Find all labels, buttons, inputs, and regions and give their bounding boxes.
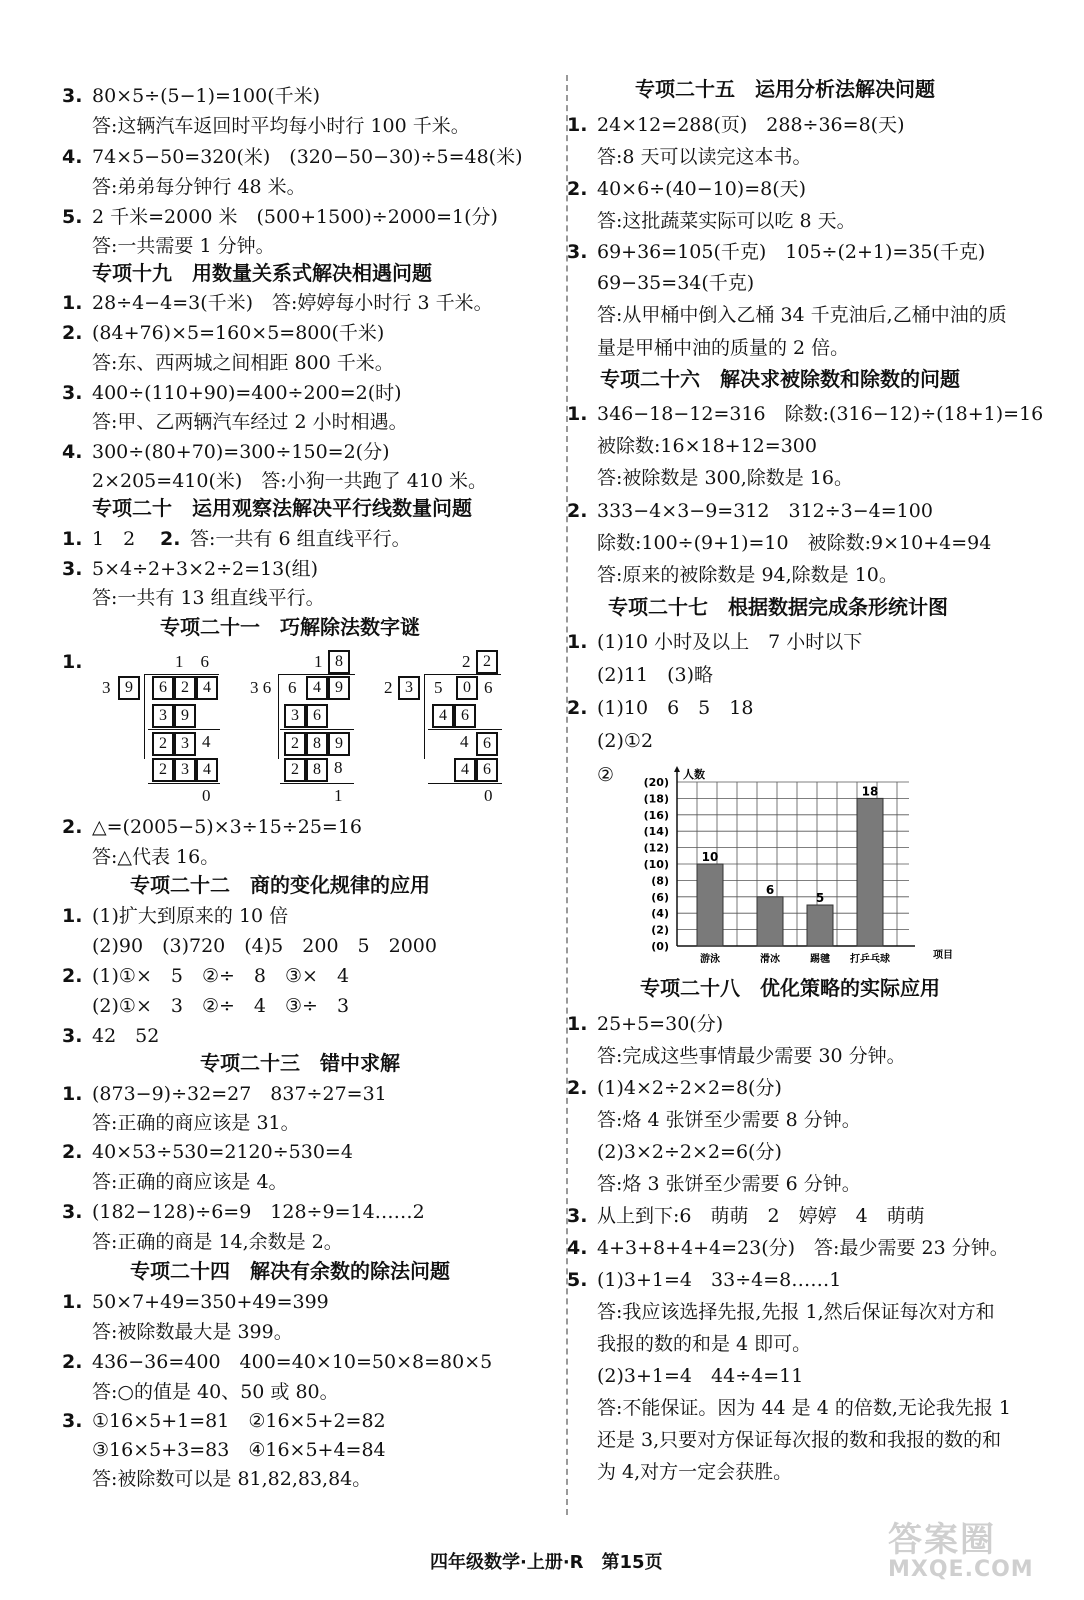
answer-line: 25+5=30(分) — [597, 1013, 724, 1035]
item-number: 3. — [62, 85, 83, 107]
quotient: 1 — [314, 652, 323, 671]
answer-line: 答:8 天可以读完这本书。 — [597, 146, 812, 168]
answer-line: (1)10 6 5 18 — [597, 697, 754, 719]
digit: 6 — [288, 678, 297, 697]
answer-line: 答:一共需要 1 分钟。 — [92, 235, 275, 257]
answer-line: 80×5÷(5−1)=100(千米) — [92, 85, 321, 107]
bar — [857, 798, 883, 946]
bar-value-label: 10 — [701, 850, 719, 864]
division-puzzle-1 — [100, 650, 230, 805]
digit-box: 2 — [152, 758, 174, 782]
item-number: 2. — [62, 1141, 83, 1163]
answer-line: 答:一共有 6 组直线平行。 — [190, 528, 411, 550]
digit-box: 9 — [118, 676, 140, 700]
item-number: 3. — [62, 382, 83, 404]
answer-line: ② — [597, 764, 615, 786]
quotient: 1 6 — [175, 652, 209, 671]
item-number: 1. — [62, 292, 83, 314]
answer-line: 被除数:16×18+12=300 — [597, 435, 817, 457]
answer-line: 答:正确的商应该是 4。 — [92, 1171, 288, 1193]
digit: 8 — [334, 758, 343, 777]
item-number: 1. — [567, 403, 588, 425]
answer-line: 答:被除数最大是 399。 — [92, 1321, 293, 1343]
answer-line: 69+36=105(千克) 105÷(2+1)=35(千克) — [597, 241, 986, 263]
answer-line: 40×53÷530=2120÷530=4 — [92, 1141, 353, 1163]
answer-line: (2)90 (3)720 (4)5 200 5 2000 — [92, 935, 437, 957]
answer-line: (2)①2 — [597, 730, 654, 752]
answer-line: 答:一共有 13 组直线平行。 — [92, 587, 325, 609]
item-number: 3. — [62, 1410, 83, 1432]
section-heading: 专项十九 用数量关系式解决相遇问题 — [92, 261, 432, 285]
answer-line: 答:不能保证。因为 44 是 4 的倍数,无论我先报 1 — [597, 1397, 1011, 1419]
section-heading: 专项二十二 商的变化规律的应用 — [130, 873, 430, 897]
answer-line: 28÷4−4=3(千米) 答:婷婷每小时行 3 千米。 — [92, 292, 493, 314]
item-number: 1. — [62, 651, 83, 673]
subtraction-line — [280, 729, 354, 730]
answer-line: 50×7+49=350+49=399 — [92, 1291, 329, 1313]
section-heading: 专项二十四 解决有余数的除法问题 — [130, 1259, 450, 1283]
answer-line: 答:东、西两城之间相距 800 千米。 — [92, 352, 394, 374]
divisor-digit: 3 6 — [250, 678, 272, 697]
item-number: 2. — [160, 528, 181, 550]
digit-box: 2 — [174, 676, 196, 700]
item-number: 2. — [62, 1351, 83, 1373]
y-axis-arrow — [674, 766, 680, 772]
divisor-digit: 2 — [384, 678, 393, 697]
y-tick-label: (2) — [651, 923, 669, 937]
digit-box: 3 — [174, 758, 196, 782]
bar-value-label: 5 — [815, 891, 825, 905]
answer-line: ③16×5+3=83 ④16×5+4=84 — [92, 1439, 386, 1461]
item-number: 1. — [62, 1291, 83, 1313]
digit-box: 4 — [196, 758, 218, 782]
quotient: 2 — [462, 652, 471, 671]
digit-box: 3 — [174, 732, 196, 756]
answer-line: 答:甲、乙两辆汽车经过 2 小时相遇。 — [92, 411, 408, 433]
digit-box: 4 — [306, 676, 328, 700]
answer-line: 2 千米=2000 米 (500+1500)÷2000=1(分) — [92, 206, 498, 228]
answer-line: 答:烙 4 张饼至少需要 8 分钟。 — [597, 1109, 861, 1131]
answer-line: 答:正确的商是 14,余数是 2。 — [92, 1231, 343, 1253]
x-axis-label: 项目 — [933, 950, 953, 961]
digit-box: 3 — [284, 704, 306, 728]
digit-box: 2 — [284, 758, 306, 782]
item-number: 4. — [62, 146, 83, 168]
answer-line: 400÷(110+90)=400÷200=2(时) — [92, 382, 402, 404]
section-heading: 专项二十五 运用分析法解决问题 — [635, 77, 935, 101]
answer-line: 4+3+8+4+4=23(分) 答:最少需要 23 分钟。 — [597, 1237, 1009, 1259]
item-number: 1. — [62, 528, 83, 550]
answer-line: 答:○的值是 40、50 或 80。 — [92, 1381, 339, 1403]
watermark-text: 答案圈 — [888, 1520, 996, 1560]
answer-line: 为 4,对方一定会获胜。 — [597, 1461, 793, 1483]
answer-line: 除数:100÷(9+1)=10 被除数:9×10+4=94 — [597, 532, 992, 554]
answer-line: 答:从甲桶中倒入乙桶 34 千克油后,乙桶中油的质 — [597, 304, 1007, 326]
item-number: 3. — [62, 1201, 83, 1223]
item-number: 1. — [62, 1083, 83, 1105]
answer-line: 42 52 — [92, 1025, 160, 1047]
answer-line: 24×12=288(页) 288÷36=8(天) — [597, 114, 905, 136]
digit-box: 6 — [476, 732, 498, 756]
y-tick-label: (0) — [651, 940, 669, 953]
answer-line: 5×4÷2+3×2÷2=13(组) — [92, 558, 319, 580]
section-heading: 专项二十 运用观察法解决平行线数量问题 — [92, 496, 472, 520]
answer-line: (873−9)÷32=27 837÷27=31 — [92, 1083, 387, 1105]
answer-line: 答:完成这些事情最少需要 30 分钟。 — [597, 1045, 906, 1067]
digit: 4 — [202, 732, 211, 751]
item-number: 1. — [567, 1013, 588, 1035]
item-number: 4. — [62, 441, 83, 463]
answer-line: 答:这辆汽车返回时平均每小时行 100 千米。 — [92, 115, 470, 137]
answer-line: (2)3×2÷2×2=6(分) — [597, 1141, 782, 1163]
digit-box: 6 — [152, 676, 174, 700]
y-tick-label: (4) — [651, 907, 669, 921]
item-number: 2. — [62, 965, 83, 987]
answer-line: 2×205=410(米) 答:小狗一共跑了 410 米。 — [92, 470, 488, 492]
answer-line: 436−36=400 400=40×10=50×8=80×5 — [92, 1351, 493, 1373]
digit-box: 2 — [476, 650, 498, 674]
digit-box: 6 — [476, 758, 498, 782]
item-number: 2. — [567, 178, 588, 200]
answer-line: (1)①× 5 ②÷ 8 ③× 4 — [92, 965, 350, 987]
answer-line: 333−4×3−9=312 312÷3−4=100 — [597, 500, 933, 522]
bar-chart — [615, 758, 975, 968]
digit-box: 8 — [306, 732, 328, 756]
bar-value-label: 18 — [861, 784, 879, 799]
item-number: 3. — [567, 241, 588, 263]
answer-line: (1)3+1=4 33÷4=8……1 — [597, 1269, 842, 1291]
bar-value-label: 6 — [765, 882, 775, 897]
x-tick-label: 游泳 — [700, 954, 720, 965]
answer-line: (2)3+1=4 44÷4=11 — [597, 1365, 804, 1387]
item-number: 2. — [567, 1077, 588, 1099]
answer-line: 从上到下:6 萌萌 2 婷婷 4 萌萌 — [597, 1205, 925, 1227]
digit-box: 8 — [306, 758, 328, 782]
watermark-logo — [888, 1512, 1034, 1582]
remainder: 0 — [202, 786, 211, 805]
digit-box: 4 — [454, 758, 476, 782]
digit-box: 9 — [174, 704, 196, 728]
answer-line: 还是 3,只要对方保证每次报的数和我报的数的和 — [597, 1429, 1002, 1451]
remainder: 0 — [484, 786, 493, 805]
section-heading: 专项二十八 优化策略的实际应用 — [640, 976, 940, 1000]
divisor-digit: 3 — [102, 678, 111, 697]
answer-line: 答:△代表 16。 — [92, 846, 220, 868]
answer-line: 74×5−50=320(米) (320−50−30)÷5=48(米) — [92, 146, 523, 168]
y-axis-label: 人数 — [683, 768, 705, 781]
digit-box: 0 — [456, 676, 478, 700]
remainder: 1 — [334, 786, 343, 805]
answer-line: (182−128)÷6=9 128÷9=14……2 — [92, 1201, 425, 1223]
answer-line: (2)①× 3 ②÷ 4 ③÷ 3 — [92, 995, 350, 1017]
section-heading: 专项二十六 解决求被除数和除数的问题 — [600, 367, 960, 391]
y-tick-label: (6) — [651, 890, 669, 904]
section-heading: 专项二十一 巧解除法数字谜 — [160, 615, 420, 639]
answer-line: 答:原来的被除数是 94,除数是 10。 — [597, 564, 898, 586]
y-tick-label: (14) — [643, 825, 669, 839]
digit-box: 3 — [152, 704, 174, 728]
answer-line: 答:我应该选择先报,先报 1,然后保证每次对方和 — [597, 1301, 995, 1323]
answer-line: 我报的数的和是 4 即可。 — [597, 1333, 812, 1355]
subtraction-line — [280, 783, 354, 784]
x-tick-label: 踢毽 — [810, 954, 830, 965]
item-number: 2. — [567, 697, 588, 719]
answer-line: 答:这批蔬菜实际可以吃 8 天。 — [597, 210, 856, 232]
digit-box: 9 — [328, 676, 350, 700]
y-tick-label: (16) — [643, 808, 669, 822]
item-number: 2. — [62, 816, 83, 838]
answer-line: (1)扩大到原来的 10 倍 — [92, 905, 289, 927]
digit-box: 4 — [432, 704, 454, 728]
digit: 5 — [434, 678, 443, 697]
answer-line: 69−35=34(千克) — [597, 272, 755, 294]
item-number: 5. — [567, 1269, 588, 1291]
item-number: 2. — [567, 500, 588, 522]
answer-line: 300÷(80+70)=300÷150=2(分) — [92, 441, 390, 463]
answer-line: 答:弟弟每分钟行 48 米。 — [92, 176, 306, 198]
answer-line: △=(2005−5)×3÷15÷25=16 — [92, 816, 363, 838]
bar — [807, 905, 833, 946]
answer-line: 量是甲桶中油的质量的 2 倍。 — [597, 337, 850, 359]
x-tick-label: 打乒乓球 — [850, 954, 890, 965]
digit-box: 3 — [398, 676, 420, 700]
bar — [697, 864, 723, 946]
item-number: 1. — [567, 631, 588, 653]
item-number: 4. — [567, 1237, 588, 1259]
answer-line: 答:烙 3 张饼至少需要 6 分钟。 — [597, 1173, 861, 1195]
item-number: 1. — [62, 905, 83, 927]
y-tick-label: (20) — [643, 776, 669, 789]
section-heading: 专项二十三 错中求解 — [200, 1051, 400, 1075]
division-puzzle-2 — [248, 650, 378, 805]
answer-line: (1)4×2÷2×2=8(分) — [597, 1077, 782, 1099]
y-tick-label: (12) — [643, 841, 669, 855]
bar — [757, 897, 783, 946]
item-number: 5. — [62, 206, 83, 228]
digit-box: 2 — [284, 732, 306, 756]
item-number: 2. — [62, 322, 83, 344]
answer-line: 40×6÷(40−10)=8(天) — [597, 178, 807, 200]
answer-line: 答:正确的商应该是 31。 — [92, 1112, 300, 1134]
y-tick-label: (10) — [643, 858, 669, 871]
answer-line: 346−18−12=316 除数:(316−12)÷(18+1)=16 — [597, 403, 1044, 425]
item-number: 3. — [62, 1025, 83, 1047]
section-heading: 专项二十七 根据数据完成条形统计图 — [608, 595, 948, 619]
answer-line: ①16×5+1=81 ②16×5+2=82 — [92, 1410, 386, 1432]
digit-box: 9 — [328, 732, 350, 756]
item-number: 3. — [62, 558, 83, 580]
watermark-url: MXQE.COM — [888, 1557, 1034, 1582]
answer-line: 1 2 — [92, 528, 136, 550]
column-divider — [566, 75, 568, 1515]
item-number: 1. — [567, 114, 588, 136]
digit-box: 2 — [152, 732, 174, 756]
y-tick-label: (8) — [651, 874, 669, 888]
item-number: 3. — [567, 1205, 588, 1227]
answer-line: 答:被除数可以是 81,82,83,84。 — [92, 1468, 372, 1490]
digit-box: 6 — [306, 704, 328, 728]
digit-box: 4 — [196, 676, 218, 700]
digit: 6 — [484, 678, 493, 697]
digit: 4 — [460, 732, 469, 751]
answer-line: 答:被除数是 300,除数是 16。 — [597, 467, 853, 489]
y-tick-label: (18) — [643, 792, 669, 806]
digit-box: 8 — [328, 650, 350, 674]
division-puzzle-3 — [380, 650, 510, 805]
answer-line: (1)10 小时及以上 7 小时以下 — [597, 631, 863, 653]
answer-line: (2)11 (3)略 — [597, 664, 714, 686]
digit-box: 6 — [454, 704, 476, 728]
answer-line: (84+76)×5=160×5=800(千米) — [92, 322, 385, 344]
page-footer: 四年级数学·上册·R 第15页 — [430, 1552, 663, 1573]
x-tick-label: 滑冰 — [760, 954, 780, 965]
